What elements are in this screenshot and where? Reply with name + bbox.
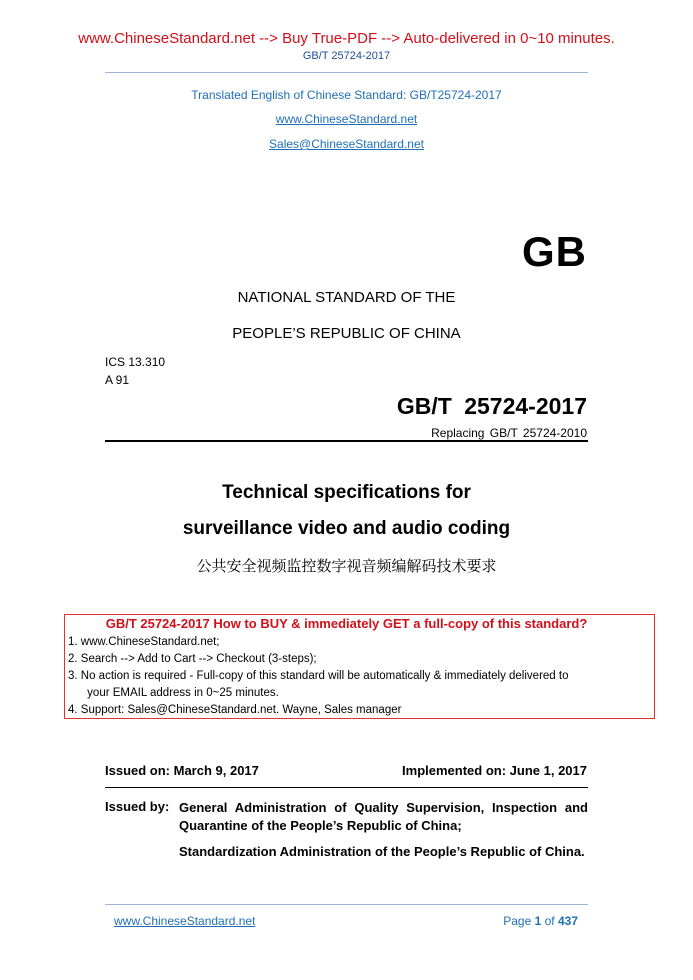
standard-number-divider [105,440,588,442]
issuer-sac: Standardization Administration of the People’s Republic of China. [179,844,585,859]
title-line2: surveillance video and audio coding [182,518,511,539]
page-separator: of [541,914,558,928]
top-banner: www.ChineseStandard.net --> Buy True-PDF --> Auto-delivered in 0~10 minutes. [78,30,615,47]
page-total: 437 [557,914,578,928]
issuer-aqsiq: General Administration of Quality Supervision, Inspection and Quarantine of the People’s Republic of China; [179,800,588,833]
issued-by-label: Issued by: [105,799,170,814]
chinese-title: 公共安全视频监控数字视音频编解码技术要求 [196,558,497,575]
buy-info-title: GB/T 25724-2017 How to BUY & immediately GET a full-copy of this standard? [105,616,588,631]
implemented-on-date: Implemented on: June 1, 2017 [402,763,587,778]
site-link[interactable]: www.ChineseStandard.net [275,112,418,126]
page-prefix: Page [503,914,535,928]
national-standard-line1: NATIONAL STANDARD OF THE [237,289,456,306]
header-standard-code: GB/T 25724-2017 [302,50,391,62]
gb-logo: GB [522,228,587,275]
buy-step-3-continued: your EMAIL address in 0~25 minutes. [68,687,279,699]
footer-site-link[interactable]: www.ChineseStandard.net [114,914,256,928]
page-indicator [503,914,578,928]
buy-step-3: 3. No action is required - Full-copy of this standard will be automatically & immediately delivered to [68,670,569,682]
buy-step-2: 2. Search --> Add to Cart --> Checkout (3-steps); [68,653,317,665]
national-standard-line2: PEOPLE’S REPUBLIC OF CHINA [232,325,461,342]
sales-email-link[interactable]: Sales@ChineseStandard.net [269,137,424,151]
issued-on-date: Issued on: March 9, 2017 [105,763,259,778]
translated-note: Translated English of Chinese Standard: GB/T25724-2017 [191,88,502,102]
buy-step-1: 1. www.ChineseStandard.net; [68,636,220,648]
buy-step-4: 4. Support: Sales@ChineseStandard.net. Wayne, Sales manager [68,704,402,716]
classification-code: A 91 [105,373,130,387]
header-divider [105,72,588,73]
page-current: 1 [534,914,542,928]
replacing-note: Replacing GB/T 25724-2010 [431,426,587,440]
issuance-divider [105,787,588,788]
standard-number: GB/T 25724-2017 [396,393,587,419]
footer-divider [105,904,588,905]
ics-code: ICS 13.310 [105,355,166,369]
title-line1: Technical specifications for [222,482,471,503]
